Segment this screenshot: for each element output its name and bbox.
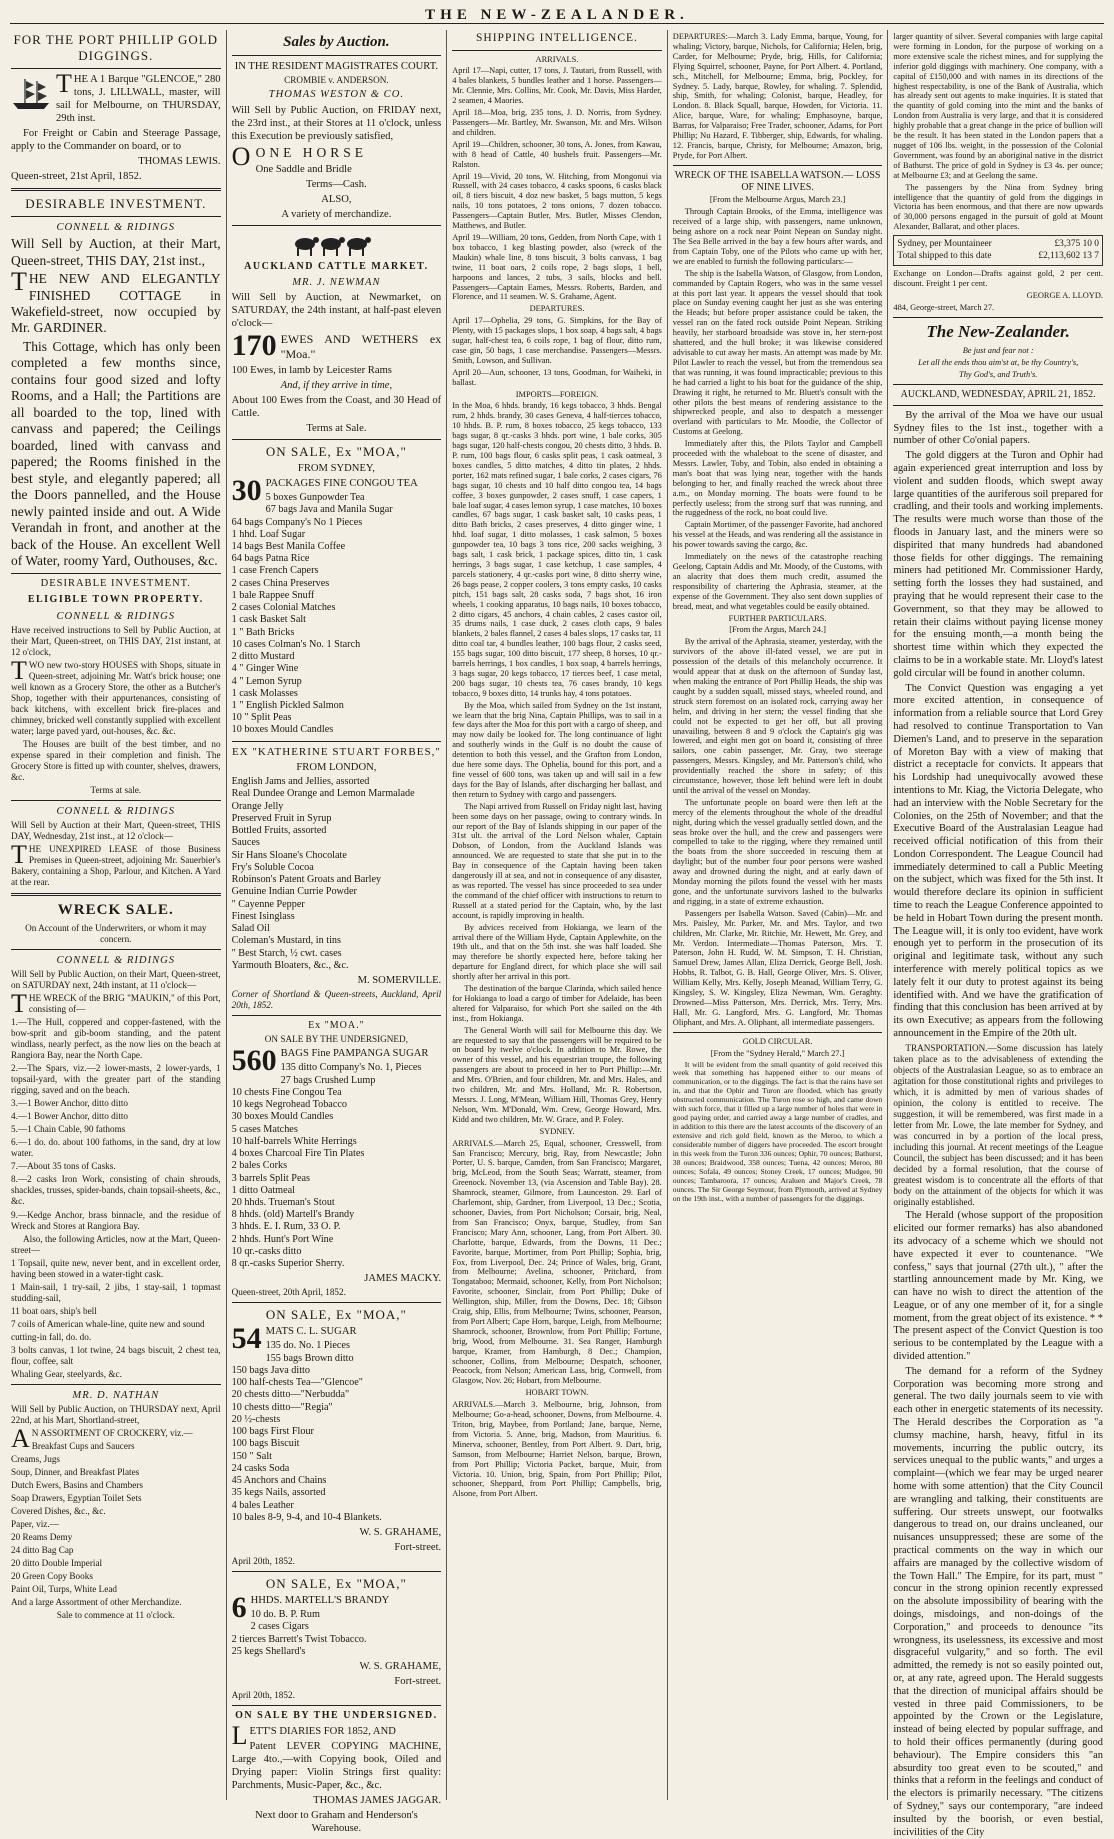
table-row: [897, 251, 1099, 263]
list-item: 10 chests ditto—"Regia": [231, 1401, 333, 1413]
exchange-para: Exchange on London—Drafts against gold, 2 per cent. discount. Freight 1 per cent.: [893, 269, 1103, 289]
news-para: The Napi arrived from Russell on Friday night last, having been some days on her passage, owing to contrary winds. In our report of the Bay of Islands shipping in our paper of the 31st ult. the arrival of the Lord Nelson whaler, Captain Dobson, of London, from the Auckland Islands was announced. We are requested to state that she put in to the Bay in consequence of the Captain having been taken dangerously ill at sea, and not in consequence of any disaster, as was reported. The vessel has since proceeded to sea under the command of the chief officer with instructions to return to Russell at a stated period for the Captain, who, by the last account, is rapidly improving in health.: [452, 801, 662, 920]
list-item: Finest Isinglass: [231, 910, 295, 922]
editorial-para: TRANSPORTATION.—Some discussion has lately taken place as to the advisableness of extending the objects of the Australasian League, so as to embrace an agitation for those constitutional rights and privileges to which, it is admitted by men of various shades of opinion, the colony is entitled to receive. The suggestion, it will be remembered, was first made in a letter from Mr. Lowe, the late member for Sydney, and was concurred in by a portion of the local press, including this journal. At recent meetings of the League Council, the subject has been discussed; and it has been decided by a formal resolution, that the course of greatest wisdom is to concentrate all the efforts of that body on the attainment of the objects for which it was originally established.: [893, 1042, 1103, 1208]
list-item: 10 qr.-casks ditto: [231, 1245, 302, 1257]
news-para: The destination of the barque Clarinda, which sailed hence for Hokianga to load a cargo of timber for Adelaide, has been altered for Valparaiso, for which Port she sailed on the 4th inst., from Hokianga.: [452, 984, 662, 1023]
list-item: 2.—The Spars, viz.—2 lower-masts, 2 lower-yards, 1 topsail-yard, with the greater part of the standing rigging, saved and on the beach.: [11, 1063, 221, 1096]
list-item: 20 chests ditto—"Nerbudda": [231, 1389, 350, 1401]
list-item: Paint Oil, Turps, White Lead: [11, 1584, 117, 1595]
divider: [11, 68, 221, 69]
list-item: 10 chests Fine Congou Tea: [231, 1086, 342, 1098]
letts-tail: Next door to Graham and Henderson's Warehouse.: [254, 1810, 418, 1835]
list-item: 1 case French Capers: [231, 565, 319, 577]
table-cell: Sydney, per Mountaineer: [897, 239, 992, 250]
letts-head: ON SALE BY THE UNDERSIGNED.: [235, 1710, 438, 1722]
wreck-para: Immediately on the news of the catastrophe reaching Geelong, Captain Addis and Mr. Moody, of the Customs, with an alacrity that does them much credit, assumed the responsibility of chartering the Aphrasia, steamer, at the expense of the Government. They also sent down supplies of bread, meat, and what vegetables could be easily obtained.: [672, 552, 883, 611]
list-item: 11 boat oars, ship's bell: [11, 1305, 97, 1316]
table-cell: £3,375 10 0: [1054, 239, 1099, 250]
list-item: 5 boxes Gunpowder Tea: [265, 492, 365, 504]
list-item: 9.—Kedge Anchor, brass binnacle, and the residue of Wreck and Stores at Rangiora Bay.: [11, 1209, 221, 1231]
list-item: 100 bags First Flour: [231, 1426, 314, 1438]
ad-title-wreck-sale: WRECK SALE.: [57, 902, 174, 919]
moa-goods-list: [232, 492, 442, 737]
auctioneer-name: MR. D. NATHAN: [72, 1389, 160, 1401]
moa2-sub: ON SALE BY THE UNDERSIGNED,: [264, 1034, 408, 1045]
moa2-title: Ex "MOA.": [308, 1020, 365, 1032]
list-item: 4 boxes Charcoal Fire Tin Plates: [231, 1148, 365, 1160]
ad-para-crockery: AN ASSORTMENT OF CROCKERY, viz.—: [11, 1424, 193, 1454]
divider: [893, 317, 1103, 318]
divider: [232, 1302, 442, 1303]
list-item: 1 " English Pickled Salmon: [231, 700, 344, 712]
moa3-date: April 20th, 1852.: [231, 1556, 295, 1566]
divider: [673, 1032, 883, 1033]
divider: [893, 384, 1103, 385]
moa-lead: PACKAGES FINE CONGOU TEA: [265, 478, 418, 490]
list-item: 3 bolts canvas, 1 lot twine, 24 bags biscuit, 2 chest tea, flour, coffee, salt: [11, 1344, 221, 1366]
list-item: 10 bales 8-9, 9-4, and 10-4 Blankets.: [231, 1511, 382, 1523]
departure-entry: April 20—Aun, schooner, 13 tons, Goodman, for Waiheki, in ballast.: [452, 367, 662, 387]
moa2-goods-list: [232, 1062, 442, 1270]
list-item: Soup, Dinner, and Breakfast Plates: [11, 1467, 140, 1478]
departures-para: DEPARTURES:—March 3. Lady Emma, barque, Young, for whaling; Victory, barque, Nichols, for California; Helen, brig, Carder, for Melbourne; Pryde, brig, Hills, for California; Flying Squirrel, schooner, Payne, for Port Albert. 4. Portland, sch., Mitchell, for Melbourne; Emma, brig, Pockley, for Sydney. 5. Lady, barque, Rowley, for whaling. 7. Splendid, ship, Smith, for whaling; Colonist, barque, Headley, for London. 8. Black Squall, barque, Howden, for Victoria. 11. Alice, barque, Ware, for whaling; Emphasoyne, barque, Barras, for Valparaiso; Free Trader, schooner, Adams, for Port Phillip; Nu Hazard, F. Tibberger, ship, Edwards, for whaling. 12. Francis, barque, Christy, for Melbourne; Amazon, brig, Pryde, for Port Albert.: [672, 32, 883, 160]
further-head: FURTHER PARTICULARS.: [728, 613, 827, 623]
list-item: Genuine Indian Currie Powder: [231, 886, 357, 898]
list-item: 24 ditto Bag Cap: [11, 1545, 74, 1556]
list-item: 3.—1 Bower Anchor, ditto ditto: [11, 1098, 129, 1109]
list-item: 20 Green Copy Books: [11, 1571, 93, 1582]
auctioneer-name: THOMAS WESTON & CO.: [268, 89, 405, 101]
lot-number: 560: [231, 1044, 277, 1078]
list-item: 8 hhds. (old) Martell's Brandy: [231, 1209, 355, 1221]
motto-line: Thy God's, and Truth's.: [959, 369, 1038, 379]
horse-line-2: One Saddle and Bridle: [255, 164, 352, 176]
list-item: 7.—About 35 tons of Casks.: [11, 1161, 116, 1172]
list-item: 6.—1 do. do. about 100 fathoms, in the sand, dry at low water.: [11, 1137, 221, 1159]
moa2-lead: BAGS Fine PAMPANGA SUGAR: [280, 1048, 429, 1060]
horse-also: ALSO,: [321, 194, 352, 206]
list-item: 10 boxes Mould Candles: [231, 724, 334, 736]
list-item: 4 " Ginger Wine: [231, 663, 299, 675]
court-case: CROMBIE v. ANDERSON.: [284, 75, 389, 86]
ad-body-crockery: Will Sell by Public Auction, on THURSDAY next, April 22nd, at his Mart, Shortland-street,: [11, 1403, 221, 1425]
moa2-sign: JAMES MACKY.: [364, 1273, 442, 1285]
ad-para-houses: TWO new two-story HOUSES with Shops, situate in Queen-street, adjoining Mr. Watt's brick house; one well known as a Grocery Store, the other as a Butcher's Shop, together with their appurtenances, consisting of back kitchens, with excellent brick fire-places and chimney, bricked well constantly supplied with excellent water; large paved yard, out-houses, &c. &c.: [11, 655, 221, 736]
exchange-sign: GEORGE A. LLOYD.: [1026, 291, 1103, 301]
auctioneer-name: MR. J. NEWMAN: [292, 277, 381, 289]
table-cell: Total shipped to this date: [897, 250, 992, 261]
wreck-head: WRECK OF THE ISABELLA WATSON.— LOSS OF NINE LIVES.: [674, 169, 881, 193]
list-item: Coleman's Mustard, in tins: [231, 935, 341, 947]
ship-icon: [11, 75, 51, 111]
dateline: AUCKLAND, WEDNESDAY, APRIL 21, 1852.: [900, 388, 1096, 400]
list-item: Yarmouth Bloaters, &c., &c.: [231, 959, 349, 971]
list-item: 4 " Lemon Syrup: [231, 675, 302, 687]
motto-line: Let all the ends thou aim'st at, be thy Country's,: [918, 357, 1079, 367]
list-item: 2 bales Corks: [231, 1160, 288, 1172]
ad-body-town: Have received instructions to Sell by Public Auction, at their Mart, Queen-street, on THIS DAY, 21st instant, at 12 o'clock,: [11, 624, 221, 657]
moa4-lead: HHDS. MARTELL'S BRANDY: [250, 1595, 390, 1607]
list-item: 1.—The Hull, coppered and copper-fastened, with the bow-sprit and gib-boom standing, and the patent windlass, nearly perfect, as the now lies on the beach at Rangiora Bay, near the North Cape.: [11, 1017, 221, 1061]
masthead: THE NEW-ZEALANDER.: [10, 6, 1104, 24]
further-source: [From the Argus, March 24.]: [729, 625, 826, 635]
arrival-entry: April 19—Vivid, 20 tons, W. Hitching, from Mongonui via Russell, with 24 cases tobacco, 4 casks spoons, 6 casks black oil, 8 tiers biscuit, 4 doz new basket, 5 bags mutton, 5 kegs nails, 10 tons potatoes, 2 tons onions, 7 dozen tobacco. Passengers—Captain Butler, Mrs. Butler, Misses Clendon, Matthews, and Butler.: [452, 171, 662, 231]
ad-title-investment: DESIRABLE INVESTMENT.: [25, 196, 207, 212]
divider: [452, 50, 662, 51]
gold-para: It will be evident from the small quantity of gold received this week that something has happened either to our means of communication, or to the diggings. The fact is that the rains have set in, and that the Ophir and Turon are flooded, which has greatly obstructed communication. The Turon rose so high, and came down with such force, that it filled up a large number of holes that were in good paying order, and carried away a large number of cradles, and in addition to this there are the latest accounts of the discovery of an extensive and rich gold field, known as the Meroo, to which a considerable number of diggers have proceeded. The escort brought in this week from the Turon 336 ounces; Ophir, 70 ounces; Bathurst, 38 ounces; Braidwood, 358 ounces; Tuena, 42 ounces; Meroo, 80 ounces; Sofala, 49 ounces; Stoney Creek, 17 ounces; Mudgee, 90 ounces; Tambaroora, 17 ounces; Araluen and Major's Creek, 78 ounces. The Sir George Seymour, from Plymouth, arrived at Sydney on the 19th inst., with a number of passengers for the diggings.: [672, 1059, 883, 1203]
column-3: [447, 30, 668, 1800]
imports-para: In the Moa, 6 hhds. brandy, 16 kegs tobacco, 3 hhds. Bengal rum, 2 hhds. brandy, 30 cases Geneva, 4 half-tierces tobacco, 10 hhds. B. P. rum, 8 boxes tobacco, 25 kegs tobacco, 133 bags sugar, 8 qr.-casks 3 hhds. port wine, 1 bale corks, 305 bags sugar, 120 half-chests congou, 20 chests ditto, 3 hhds. B. P. rum, 100 bags flour, 6 casks split peas, 1 cask oatmeal, 3 boxes candles, 5 ditto matches, 4 ditto tin plates, 2 hhds. porter, 162 mats refined sugar, 1 bale corks, 2 cases cigars, 76 bags sugar, 10 chests and 10 half ditto congou tea, 14 bags coffee, 3 boxes gunpowder, 2 cases snuff, 1 case capers, 1 bale loaf sugar, 4 cases lemon syrup, 1 case matches, 10 boxes candles, 67 bags sugar, 1 cask basket salt, 10 casks peas, 1 ditto Bath bricks, 2 cases preserves, 4 ditto ginger wine, 1 hhd. loaf sugar, 1 ditto molasses, 1 cask salmon, 5 boxes gunpowder tea, 10 bags 3 tons rice, 200 sacks weighing, 3 bags salt, 1 cask brick, 1 package spices, ditto tin, 1 cask herrings, 3 bags sugar, 1 case ketchup, 1 case samples, 4 parcels stationery, 4 qr.-casks port wine, 8 ditto sherry wine, 26 bags pease, 2 copper coolers, 3 tons empty casks, 10 casks pitch, 151 bags salt, 28 casks soda, 7 bags shot, 16 iron wheels, 1 cooking apparatus, 10 bags nails, 10 boxes tobacco, 2 ditto cigars, 45 anchors, 4 chain cables, 2 cases castor oil, 35 drums nails, 1 case duck, 2 cases cloth caps, 9 bales blankets, 2 bales flannel, 2 cases 4 bales slops, 17 casks tar, 11 ditto coal tar, 4 bundles leather, 100 bags flour, 2 casks seed, 155 bags sugar, 100 ditto biscuit, 177 sheep, 8 horses, 10 qr.-barrels herrings, 1 box candles, 1 box soap, 4 barrels herrings, 3 bags sugar, 20 kegs tobacco, 17 tierces beef, 1 case metal, 200 bags sugar, 10 chests tea, 76 cases brandy, 10 kegs tobacco, 9 boxes ditto, 14 trunks hay, 4 tons potatoes.: [452, 401, 662, 698]
horse-also-2: A variety of merchandize.: [281, 209, 392, 221]
divider: [232, 741, 442, 742]
list-item: 100 half-chests Tea—"Glencoe": [231, 1377, 363, 1389]
further-para: The unfortunate people on board were then left at the mercy of the elements throughout the whole of the dreadful night, during which the vessel gradually settled down, and the seas broke over the hull, and the crew and passengers were compelled to take to the rigging, where they remained until the boats from the shore succeeded in rescuing them at daylight; but of the number four poor persons were washed away and drowned during the night, and at early dawn of Monday morning the pilots found the vessel with her masts gone, and the unfortunate survivors lashed to the bulwarks and rigging, in a state of extreme exhaustion.: [672, 797, 883, 906]
divider: [232, 1015, 442, 1016]
column-4: [668, 30, 889, 1800]
list-item: 150 " Salt: [231, 1450, 272, 1462]
list-item: 5 cases Matches: [231, 1123, 298, 1135]
ad-terms: Terms at sale.: [90, 785, 142, 796]
list-item: 2 cases Colonial Matches: [231, 602, 336, 614]
list-item: 20 hhds. Trueman's Stout: [231, 1197, 335, 1208]
ad-para-lease: THE UNEXPIRED LEASE of those Business Premises in Queen-street, adjoining Mr. Sauerbier's Bakery, containing a Shop, Parlour, and Kitchen. A Yard at the rear.: [11, 840, 221, 888]
hobart-para: ARRIVALS.—March 3. Melbourne, brig, Johnson, from Melbourne; Go-a-head, schooner, Downs, from Melbourne. 4. Triton, brig, Maybee, from Portland; Jane, barque, Nerne, from Victoria. 5. Anne, brig, Madson, from Mauritius. 6. Minerva, schooner, Bentley, from Port Albert. 9. Dart, brig, Samson, from Melbourne; Harriet Nelson, barque, Brown, from Port Phillip; Victoria Packet, barque, Muir, from Victoria. 10. Union, brig, Spain, from Port Phillip; Pilot, schooner, Sheppard, from Port Phillip; Campbells, brig, Alsone, from Port Albert.: [452, 1400, 662, 1499]
wreck-items-list: [11, 1017, 221, 1232]
lot-number: 170: [231, 329, 277, 363]
moa3-place: Fort-street.: [394, 1541, 442, 1553]
divider: [232, 225, 442, 226]
list-item: 10 half-barrels White Herrings: [231, 1135, 357, 1147]
list-item: English Jams and Jellies, assorted: [231, 776, 370, 788]
ewes-lead: EWES AND WETHERS ex "Moa.": [280, 332, 442, 362]
news-para: The General Worth will sail for Melbourne this day. We are requested to say that the passengers will be required to be on board by twelve o'clock. In addition to Mr. Rowe, the owner of this vessel, and his equestrian troupe, the following passengers are about to proceed in her to Port Phillip:—Mr. and Mrs. O'Brien, and four children, Mr. and Mrs. Hales, and two children, Mr. and Mrs. Holland, Mr. R. Robertson, Messrs. J. Long, M'Mean, William Hill, Thomas Grey, Henry Nelson, Wm. M'Donald, Wm. Crew, George Howard, Mrs. Kidd and two children, Mr. W. Grace, and P. Foley.: [452, 1025, 662, 1124]
ewes-para-2: About 100 Ewes from the Coast, and 30 Head of Cattle.: [231, 394, 442, 419]
list-item: 150 bags Java ditto: [231, 1364, 310, 1376]
ad-para-cottage-2: This Cottage, which has only been completed a few months since, contains four good sized and lofty Rooms, and a Hall; the Partitions are all boarded to the top, lined with canvass and papered; the Ceilings boarded, lined with canvass and papered; the Rooms finished in the best style, and elegantly papered; all the Doors pannelled, and the House newly painted inside and out. A Wide Verandah in front, and another at the back of the House. An excellent Well of Water, roomy Yard, Outhouses, &c.: [11, 338, 221, 568]
moa4-place: Fort-street.: [394, 1675, 442, 1687]
ad-para-houses-2: The Houses are built of the best timber, and no expense spared in their completion and finish. The Grocery Store is fitted up with counter, shelves, drawers, &c.: [11, 739, 221, 783]
list-item: Covered Dishes, &c., &c.: [11, 1506, 106, 1517]
table-cell: £2,113,602 13 7: [1038, 250, 1099, 261]
divider: [673, 165, 883, 166]
list-item: 27 bags Crushed Lump: [280, 1074, 376, 1086]
list-item: 1 bale Rappee Snuff: [231, 589, 315, 601]
list-item: 24 casks Soda: [231, 1462, 290, 1474]
column-2: [227, 30, 448, 1835]
kate-goods-list: [232, 776, 442, 972]
ad-subtitle-wreck: On Account of the Underwriters, or whom it may concern.: [25, 922, 207, 944]
list-item: 35 kegs Nails, assorted: [231, 1487, 326, 1499]
moa4-title: ON SALE, Ex "MOA,": [265, 1576, 407, 1592]
list-item: 20 ½-chests: [231, 1413, 281, 1425]
ad-tail: And a large Assortment of other Merchandize.: [11, 1597, 182, 1608]
moa2-date: Queen-street, 20th April, 1852.: [231, 1287, 346, 1298]
list-item: 3 hhds. E. I. Rum, 33 O. P.: [231, 1221, 341, 1233]
editorial-para: The Herald (whose support of the proposition elicited our former remarks) has also abandoned its advocacy of a scheme which we should not have expected it ever to countenance. "We confess," says that journal (27th ult.), " after the startling announcement made by Mr. King, we can have no wish to direct the attention of the League, or of any one member of it, for a single moment, from the great object of its existence. * * The present aspect of the Convict Question is too serious to be contemplated by the League with a divided attention.": [893, 1210, 1103, 1363]
wreck-source: [From the Melbourne Argus, March 23.]: [709, 195, 846, 205]
horse-block: [231, 141, 442, 222]
ad-body-horse: Will Sell by Public Auction, on FRIDAY next, the 23rd inst., at their Stores at 11 o'clock, unless this Execution be previously satisfied,: [231, 104, 442, 142]
moa3-title: ON SALE, Ex "MOA,": [265, 1307, 407, 1323]
divider: [11, 949, 221, 950]
list-item: 7 coils of American whale-line, quite new and sound: [11, 1318, 205, 1329]
list-item: cutting-in fall, do. do.: [11, 1331, 92, 1342]
divider: [232, 1571, 442, 1572]
list-item: 1 cask Molasses: [231, 687, 298, 699]
divider: [11, 800, 221, 801]
exchange-date: 484, George-street, March 27.: [893, 302, 995, 312]
horse-terms: Terms—Cash.: [306, 179, 367, 191]
divider: [11, 188, 221, 191]
wreck-articles-list: [11, 1258, 221, 1380]
gold-continued-para-2: The passengers by the Nina from Sydney bring intelligence that the quantity of gold from the diggings in Victoria has been enormous, and that there are now upwards of 30,000 persons engaged in the pursuit of gold at Mount Alexander, Ballarat, and other places.: [893, 182, 1103, 232]
auctioneer-name: CONNELL & RIDINGS: [56, 954, 176, 966]
list-item: 1 Topsail, quite new, never bent, and in excellent order, having been stowed in a water-tight cask.: [11, 1257, 221, 1279]
hobart-head: HOBART TOWN.: [525, 1388, 589, 1398]
motto-line: Be just and fear not :: [962, 345, 1034, 355]
list-item: Real Dundee Orange and Lemon Marmalade: [231, 788, 415, 800]
list-item: Sauces: [231, 837, 260, 849]
ad-body-wreck: Will Sell by Public Auction, on their Mart, Queen-street, on SATURDAY next, 24th instant, at 11 o'clock—: [11, 968, 221, 990]
moa4-goods-list: [232, 1609, 442, 1658]
ad-para-wreck: THE WRECK of the BRIG "MAUKIN," of this Port, consisting of—: [11, 988, 221, 1018]
list-item: 10 kegs Negrohead Tobacco: [231, 1099, 347, 1111]
wreck-para: Captain Mortimer, of the passenger Favorite, had anchored his vessel at the Heads, and was rendering all the assistance in his power towards saving the cargo, &c.: [672, 520, 883, 550]
gold-source: [From the "Sydney Herald," March 27.]: [710, 1048, 845, 1058]
ad-body-glencoe-2: For Freight or Cabin and Steerage Passage, apply to the Commander on board, or to: [11, 128, 221, 153]
kate-address: Corner of Shortland & Queen-streets, Auckland, April 20th, 1852.: [231, 989, 442, 1011]
list-item: 10 " Split Peas: [231, 712, 292, 724]
arrival-entry: April 19—Children, schooner, 30 tons, A. Jones, from Kawau, with 8 head of Cattle, 40 bushels fruit. Passengers—Mr. Ralston.: [452, 139, 662, 169]
list-item: Breakfast Cups and Saucers: [31, 1441, 135, 1452]
list-item: 2 hhds. Hunt's Port Wine: [231, 1233, 334, 1245]
arrival-entry: April 17—Napi, cutter, 17 tons, J. Tautari, from Russell, with 4 bales blankets, 5 bundles leather and 1 horse. Passengers—Mr. Clennie, Mrs. Collins, Mr. Cook, Mr. Davis, Miss Harder, 2 seamen, 4 Maories.: [452, 66, 662, 106]
list-item: Preserved Fruit in Syrup: [231, 812, 332, 824]
kate-from: FROM LONDON,: [296, 762, 377, 774]
ewes-and: And, if they arrive in time,: [280, 379, 393, 391]
column-1: [6, 30, 227, 1800]
letts-para-2: Patent LEVER COPYING MACHINE, Large 4to.,—with Copying book, Oiled and Drying paper: Violin Strings first quality: Parchments, Music-Paper, &c., &c.: [231, 1741, 442, 1792]
list-item: 2 cases Cigars: [250, 1621, 309, 1633]
table-row: [897, 239, 1099, 251]
ad-body-investment: Will Sell by Auction, at their Mart, Queen-street, THIS DAY, 21st inst.,: [11, 236, 221, 268]
list-item: 2 tierces Barrett's Twist Tobacco.: [231, 1633, 367, 1645]
list-item: 1 ditto Oatmeal: [231, 1184, 295, 1196]
list-item: 10 do. B. P. Rum: [250, 1609, 320, 1621]
court-title: IN THE RESIDENT MAGISTRATES COURT.: [234, 61, 439, 73]
cattle-market-title: AUCKLAND CATTLE MARKET.: [244, 261, 429, 273]
list-item: 4 bales Leather: [231, 1499, 294, 1511]
ewes-terms: Terms at Sale.: [306, 423, 367, 434]
list-item: Sir Hans Sloane's Chocolate: [231, 849, 347, 861]
list-item: Bottled Fruits, assorted: [231, 825, 327, 837]
editorial-para: The Convict Question was engaging a yet more excited attention, in consequence of information from a reliable source that Lord Grey had resolved to continue Transportation to Van Diemen's Land, and to preserve in the separation of Moreton Bay with a view of making that district a receptacle for convicts. It appears that his Lordship had unequivocally avowed these intentions to Mr. Kiag, the Victoria Delegate, who had an interview with the Noble Secretary for the Colonies, on the 25th of November; and that the Executive Board of the Australasian League had received official notification of this from their London Correspondent. The League Council had immediately determined to call a Public Meeting on the subject, which was fixed for the 5th inst. It would therefore declare its opinion in sufficient time to reach the League Conference appointed to be held in Hobart Town during the present month. The League will, it is only too evident, have work enough yet to perform in the prosecution of its original and legitimate task, without any such interference with merely political topics as we lately felt it our duty to protest against its being identified with. And we have the gratification of finding that this conclusion has been arrived at by its own Executive; as appears from the following announcement in the Empire of the 20th ult.: [893, 682, 1103, 1040]
divider: [11, 1384, 221, 1385]
divider: [232, 1705, 442, 1706]
lot-number: 54: [231, 1322, 262, 1356]
arrival-entry: April 19—William, 20 tons, Gedden, from North Cape, with 1 box tobacco, 1 keg blasting powder, also (wreck of the Maukin) whale line, 8 tons biscuit, 3 bolts canvass, 1 bag twine, 11 boat oars, 2 coils rope, 2 bags slops, 1 bell, harpoons and lances, 2 tubs, 3 sails, blocks and bell. Passengers—Captain Eames, Messrs. Roberts, Barden, and Florence, and 11 seamen. W. S. Grahame, Agent.: [452, 232, 662, 302]
ad-body-lease: Will Sell by Auction at their Mart, Queen-street, THIS DAY, Wednesday, 21st inst., at 12 o'clock—: [11, 820, 221, 842]
list-item: 20 Reams Demy: [11, 1532, 73, 1543]
moa-title: ON SALE, Ex "MOA,": [265, 444, 407, 460]
list-item: Dutch Ewers, Basins and Chambers: [11, 1480, 143, 1491]
list-item: 45 Anchors and Chains: [231, 1475, 327, 1487]
moa3-goods-list: [232, 1340, 442, 1524]
sydney-head: SYDNEY.: [539, 1126, 575, 1136]
column-5: [888, 30, 1108, 1838]
ewes-para: 100 Ewes, in lamb by Leicester Rams: [231, 364, 392, 376]
news-para: By the Moa, which sailed from Sydney on the 1st instant, we learn that the brig Nina, Captain Phillips, was to sail in a few days after the Moa for this port with a cargo of sheep, and may now daily be looked for. The long continuance of light and southerly winds in the Gulf is no doubt the cause of detention to both this vessel, and the Grafton from London, due here some days. The Ophelia, bound for this port, and a fine vessel of 600 tons, was taken up and will sail in a few days for the Bay of Islands, after discharging her ballast, and then return to Sydney with cargo and passengers.: [452, 700, 662, 799]
auctioneer-name: CONNELL & RIDINGS: [56, 806, 176, 818]
divider: [893, 405, 1103, 406]
letts-sign: THOMAS JAMES JAGGAR.: [313, 1795, 442, 1807]
list-item: " Cayenne Pepper: [231, 898, 305, 910]
ad-body-glencoe: THE A 1 Barque "GLENCOE," 280 tons, J. LILLWALL, master, will sail for Melbourne, on THURSDAY, 29th inst.: [56, 68, 221, 125]
section-head-shipping: SHIPPING INTELLIGENCE.: [476, 32, 638, 44]
list-item: Salad Oil: [231, 923, 270, 935]
divider: [11, 216, 221, 217]
gold-shipments-table: [893, 235, 1103, 266]
list-item: 100 bags Biscuit: [231, 1438, 300, 1450]
lot-number: 6: [231, 1591, 247, 1625]
section-head-sales: Sales by Auction.: [283, 34, 390, 50]
passengers-para: Passengers per Isabella Watson. Saved (Cabin)—Mr. and Mrs. Paisley, Mr. Parker, Mr. and Mrs. Taylor, and two children, Mr. Clarke, Mr. Ritchie, Mr. Hewett, Mr. Grey, and Mr. Verdon. Intermediate—Thomas Paterson, Mrs. T. Paterson, John H. Rudd, W. M. Simpson, T. H. Christian, Samuel Drew, James Allan, Eliza Derrick, George Bell, Josh. Hobbs, R. Talbot, G. B. Hall, George Oliver, Mrs. S. Oliver, William Kelly, Mrs. Kelly, Joseph Meanad, William Terry, G. Kingsley, S. W. Kingsley, Eliza Newman, Wm. Geraghty. Drowned—Miss Patterson, Mrs. Derrick, Mrs. Terry, Mrs. Hall, Mr. G. Langford, Mrs. G. Langford, Mr. Thomas Oliphant, and Mrs. A. Oliphant, all intermediate passengers.: [672, 908, 883, 1027]
list-item: 2 ditto Mustard: [231, 651, 295, 663]
list-item: 4.—1 Bower Anchor, ditto ditto: [11, 1111, 129, 1122]
ad-title-glencoe: FOR THE PORT PHILLIP GOLD DIGGINGS.: [13, 32, 219, 63]
list-item: 5.—1 Chain Cable, 90 fathoms: [11, 1124, 126, 1135]
divider: [11, 573, 221, 574]
moa4-date: April 20th, 1852.: [231, 1690, 295, 1700]
paper-title: The New-Zealander.: [926, 321, 1070, 341]
gold-circular-head: GOLD CIRCULAR.: [742, 1036, 813, 1046]
arrivals-head: ARRIVALS.: [535, 54, 579, 64]
list-item: 1 " Bath Bricks: [231, 626, 295, 638]
list-item: Orange Jelly: [231, 800, 284, 812]
ewes-block: [231, 329, 442, 435]
list-item: 30 boxes Mould Candles: [231, 1111, 334, 1123]
list-item: " Best Starch, ½ cwt. cases: [231, 947, 342, 959]
departure-entry: April 17—Ophelia, 29 tons, G. Simpkins, for the Bay of Plenty, with 15 packages slops, 1 box soap, 4 bags salt, 4 bags sugar, half-chest tea, 6 coils rope, 1 bag of flour, ditto rum, case gin, 50 bags, 1 case merchandise. Passengers—Messrs. Smith, Lowson, and Sullivan.: [452, 316, 662, 365]
list-item: 25 kegs Shellard's: [231, 1645, 306, 1657]
list-item: 3 barrels Split Peas: [231, 1172, 310, 1184]
auctioneer-name: CONNELL & RIDINGS: [56, 610, 176, 622]
list-item: 8.—2 casks Iron Work, consisting of chain shrouds, shackles, trusses, spider-bands, chain topsail-sheets, &c., &c.: [11, 1174, 221, 1207]
imports-head: IMPORTS—FOREIGN.: [515, 389, 599, 399]
ad-subtitle-town-property: ELIGIBLE TOWN PROPERTY.: [27, 594, 204, 606]
editorial-para: The gold diggers at the Turon and Ophir had again experienced great interruption and loss by violent and sudden floods, which swept away large quantities of the auriferous soil prepared for cradling, and their tools and working implements. The results were much worse than those of the floods in January last, and the miners were so dispirited that many hundreds had abandoned those fields for other diggings. The remaining miners had petitioned Mr. Commissioner Hardy, setting forth the losses they had sustained, and praying that he would represent their case to the Government, so that they may be allowed to retain their claims without paying license money for the ensuing month,—a month being the shortest time within which they expected the claims to be in a workable state. Mr. Lloyd's latest gold circular will be found in another column.: [893, 450, 1103, 679]
list-item: 155 bags Brown ditto: [265, 1352, 354, 1364]
moa3-sign: W. S. GRAHAME,: [359, 1526, 442, 1538]
ad-time: Sale to commence at 11 o'clock.: [56, 1610, 175, 1621]
ad-para-cottage: THE NEW AND ELEGANTLY FINISHED COTTAGE in Wakefield-street, now occupied by Mr. GARDINER.: [11, 267, 221, 336]
divider: [232, 439, 442, 440]
columns: [6, 30, 1108, 1838]
moa4-sign: W. S. GRAHAME,: [359, 1660, 442, 1672]
editorial-para: The demand for a reform of the Sydney Corporation was becoming more strong and general. The two daily journals seem to vie with each other in energetic statements of its necessity. The Herald describes the Corporation as "a clumsy machine, harsh, heavy, fitful in its movements, incurring the public outcry, its services unequal to the public wants," and urges a complaint—(which we fear may be urged nearer home with some attention) that the City Council are wrangling and talking, their constituents are suffering. Our streets unswept, our footwalks dangerous to tread on, our drains uncleaned, our nuisances unsuppressed; these are some of the practical comments on the way in which our affairs are managed by the collective wisdom of the Town Hall." The Empire, for its part, must " concur in the strong opinion recently expressed on the absolute impossibility of bearing with the doings, misdoings, and non-doings of the Corporation," and proceeds to denounce "its wrongness, its uselessness, its excessive and most disgraceful vulgarity," and so forth. The evil admitted, the remedy is not so easily pointed out, or, at any rate, agreed upon. The Herald suggests that the direction of municipal affairs should be vested in three paid Commissioners, to be appointed by the Crown or the Legislature, instead of being elected by popular suffrage, and to hold their offices permanently (during good behaviour). The Empire considers this "an absurdity too great even to be scouted," and thinks that a reform in the feelings and conduct of the electors is primarily necessary. "The citizens of Sydney," says our contemporary, "are indeed insulted by the boorish, or even bestial, incivilities of the City: [893, 1365, 1103, 1838]
moa-from: FROM SYDNEY,: [297, 463, 375, 474]
wreck-para: Immediately after this, the Pilots Taylor and Campbell proceeded with the whaleboat to the scene of disaster, and Messrs. Lawler, Toby, and Tobin, also ended in obtaining a man's boat that was lying near, together with the hands belonging to her, and finally reached the wreck about three a.m., on Monday morning. The boats were found to be perfectly useless; from the strong surf that was running, and the ruggedness of the rock, no boat could live.: [672, 439, 883, 518]
auctioneer-name: CONNELL & RIDINGS: [56, 222, 176, 234]
list-item: Robinson's Patent Groats and Barley: [231, 874, 382, 886]
list-item: 20 ditto Double Imperial: [11, 1558, 103, 1569]
arrival-entry: April 18—Moa, brig, 235 tons, J. D. Norris, from Sydney. Passengers—Mr. Bartley, Mr. Swanson, Mr. and Mrs. Wilson and children.: [452, 108, 662, 137]
ad-title-investment-2: DESIRABLE INVESTMENT.: [40, 578, 191, 590]
list-item: Soap Drawers, Egyptian Toilet Sets: [11, 1493, 142, 1504]
list-item: 64 bags Patna Rice: [231, 553, 310, 565]
sydney-para: ARRIVALS.—March 25, Equal, schooner, Cresswell, from San Francisco; Mercury, brig, Ray, from Newcastle; John Porter, U. S. barque, Camden, from San Francisco; Margaret, brig, McLeod, from the South Seas; Warratt, steamer, from Greenock. November 13, (via Ascension and Table Bay). 28. Shamrock, steamer, Gilmore, from Launceston. 29. Earl of Charlemont, ship, Gardner, from Liverpool, 13 Dec.; Scotia, schooner, Davies, from Port Nicholson; Corsair, brig, Neal, from San Francisco; Onyx, barque, Studley, from San Francisco; Mary Ann, schooner, Lang, from Port Albert. 30. Charlotte, barque, Edwards, from the Downs, 11 Dec.; Favorite, barque, Mortimer, from Port Phillip; Sophia, brig, Fox, from Liverpool, Dec. 24; Prince of Wales, brig, Grant, from Melbourne; Avelina, schooner, Pritchard, from Tongataboo; Mermaid, schooner, Kelly, from Port Nicholson; Favorite, schooner, Sinclair, from Port Phillip; Duke of Wellington, ship, Miller, from the Downs, Dec. 18; Gibson Craig, ship, Ellis, from Melbourne; Twins, schooner, Pearson, from Port Albert; Cape Horn, barque, Leigh, from Melbourne; Shamrock, schooner, Brownlow, from Port Phillip; Fortune, brig, Wood, from Melbourne. 31. Sea Ranger, Hamburgh barque, Kramer, from Hamburgh, 8 Dec.; Champion, schooner, Collins, from Melbourne; Despatch, schooner, Peacock, from Nelson; American Lass, brig, Cornwell, from Glasgow, Nov. 26; Hobart, from Melbourne.: [452, 1138, 662, 1386]
ad-body-newmarket: Will Sell by Auction, at Newmarket, on SATURDAY, the 24th instant, at half-past eleven o'clock—: [231, 292, 442, 330]
letter-o-icon: O: [231, 141, 251, 171]
list-item: 64 bags Company's No 1 Pieces: [231, 516, 363, 528]
list-item: Fry's Soluble Cocoa: [231, 861, 314, 873]
list-item: 14 bags Best Manila Coffee: [231, 540, 346, 552]
list-item: 8 qr.-casks Superior Sherry.: [231, 1258, 345, 1270]
kate-sign: M. SOMERVILLE.: [357, 975, 442, 986]
list-item: 1 hhd. Loaf Sugar: [231, 528, 306, 540]
list-item: 67 bags Java and Manila Sugar: [265, 504, 393, 516]
list-item: 1 Main-sail, 1 try-sail, 2 jibs, 1 stay-sail, 1 topmast studding-sail,: [11, 1281, 221, 1303]
moa3-lead: MATS C. L. SUGAR: [265, 1326, 357, 1338]
divider: [11, 893, 221, 896]
lot-number: 30: [231, 474, 262, 508]
departures-head: DEPARTURES.: [529, 304, 585, 314]
ad-sign-glencoe: THOMAS LEWIS.: [138, 156, 221, 168]
ad-also: Also, the following Articles, now at the Mart, Queen-street—: [11, 1233, 221, 1255]
editorial-para: By the arrival of the Moa we have our usual Sydney files to the 1st inst., together with a number of other Co'onial papers.: [893, 409, 1103, 447]
list-item: Paper, viz.—: [11, 1519, 59, 1530]
horse-line: ONE HORSE: [255, 144, 367, 160]
list-item: 135 do. No. 1 Pieces: [265, 1340, 350, 1352]
list-item: 135 ditto Company's No. 1, Pieces: [280, 1062, 422, 1074]
list-item: 1 cask Basket Salt: [231, 614, 307, 626]
divider: [232, 55, 442, 56]
letts-para: LETT'S DIARIES FOR 1852, AND: [231, 1721, 396, 1751]
list-item: Whaling Gear, steelyards, &c.: [11, 1368, 122, 1379]
crockery-list: [11, 1441, 221, 1595]
list-item: 2 cases China Preserves: [231, 577, 330, 589]
cattle-icon: [291, 230, 381, 258]
kate-title: EX "KATHERINE STUART FORBES,": [231, 745, 441, 758]
gold-continued-para: larger quantity of silver. Several companies with large capital were forming in London, for the purpose of working on a more extensive scale the richest mines, and for supplying the inferior gold diggings with machinery. One company, with a capital of £150,000 and with names in its directions of the highest respectability, is one of the Bank of Australia, which has already sent out agents to make inquiries. It is stated that the quantity of gold coming into the mint and the banks of London from Australia is very large, and that it is considered highly probable that a great change in the price of bullion will be the result. It has been stated in the London papers that a nugget of 106 lbs. weight, in the possession of the Colonial Government, was found by an aboriginal native in the district of Bathurst. The price of gold in Sydney is £3 4s. per ounce; at Melbourne £3; and at Geelong the same.: [893, 32, 1103, 180]
wreck-para: The ship is the Isabella Watson, of Glasgow, from London, commanded by Captain Rogers, who was in the same vessel at this port last year. It appears the vessel should that took place on Sunday evening caught her just as she was entering the Heads; but before proper assistance could be taken, the vessel ran on the fated rock outside Point Nepean. Striking heavily, her starboard broadside was stove in, her stern-post shattered, and the hull broke; it was likewise considered advisable to cut away her masts. An attempt was made by Mr. Pilot Lawler to reach the vessel, but from the tremendous sea that was running, it was found impracticable; previous to this he had carried a light to his boat for the guidance of the ship, Drawing it right, he returned to Mr. Bluett's consult with the other pilots the best means of rendering assistance to the shipwrecked people, and also to despatch a messenger overland with particulars to Mr. Moodie, the Collector of Customs at Geelong.: [672, 268, 883, 437]
list-item: 10 cases Colman's No. 1 Starch: [231, 638, 361, 650]
ad-date-glencoe: Queen-street, 21st April, 1852.: [11, 171, 142, 183]
list-item: Creams, Jugs: [11, 1454, 60, 1465]
further-para: By the arrival of the Aphrasia, steamer, yesterday, with the survivors of the above ill-fated vessel, we are put in possession of the details of this melancholy occurrence. It would appear that at dusk on the afternoon of Sunday last, when making the entrance of Port Phillip Heads, the ship was caught by a sudden squall, missed stays, wheeled round, and struck stern foremost on an isolated rock, carrying away her helm, and driving in her stern; the vessel finding that she could not be expected to get her off, but all proving unavailing, between 8 and 9 o'clock the Captain's gig was lowered, and eight men got on board it, consisting of three sailors, one cabin passenger, Mr. Gray, two steerage passengers, Messrs. Kingsley, and Mr. Patterson's child, who providentially reached the shore in safety; of this circumstance, however, those left behind were left in doubt until the arrival of the vessel on Monday.: [672, 637, 883, 795]
wreck-para: Through Captain Brooks, of the Emma, intelligence was received of a large ship, with passengers, name unknown, being ashore on a rock near Point Nepean on Sunday night. The Sea Belle arrived in the bay a few hours after wards, and from Captain Toby, one of the Pilots who came up with her, we are enabled to furnish the following particulars:—: [672, 207, 883, 266]
news-para: By advices received from Hokianga, we learn of the arrival there of the William Hyde, Captain Applewhite, on the 19th ult., and that on the 5th inst. she was half loaded. She may therefore be shortly expected here, before taking her departure for England direct, for which place she will sail shortly after her arrival in this port.: [452, 922, 662, 982]
